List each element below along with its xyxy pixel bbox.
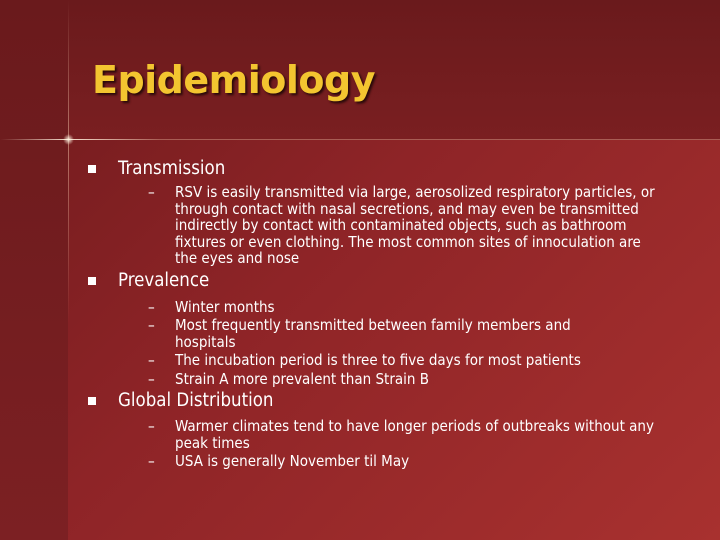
- sub-bullet-text: Winter months: [175, 297, 275, 316]
- sub-list-global-distribution: [88, 418, 688, 470]
- dash-icon: –: [148, 417, 155, 435]
- slide-title: Epidemiology: [92, 58, 375, 102]
- slide-body: [88, 157, 688, 472]
- sub-bullet: [148, 299, 688, 316]
- vertical-accent-line: [68, 0, 69, 540]
- square-bullet-icon: [88, 397, 96, 405]
- dash-icon: –: [148, 316, 155, 334]
- dash-icon: –: [148, 297, 155, 316]
- dash-icon: –: [148, 452, 155, 470]
- left-band: [0, 0, 68, 540]
- horizontal-accent-line: [0, 139, 160, 140]
- sub-bullet: [148, 453, 688, 470]
- sub-bullet: [148, 352, 688, 369]
- sub-list-transmission: [88, 184, 688, 267]
- bullet-heading: Transmission: [118, 158, 226, 179]
- sub-bullet-text: Warmer climates tend to have longer periods of outbreaks without any peak times: [175, 417, 654, 452]
- bullet-heading: Prevalence: [118, 269, 210, 291]
- sub-list-prevalence: [88, 299, 688, 388]
- sub-bullet: [148, 418, 655, 451]
- sub-bullet: [148, 317, 615, 350]
- square-bullet-icon: [88, 277, 96, 285]
- sub-bullet-text: USA is generally November til May: [175, 452, 410, 470]
- bullet-transmission: [88, 157, 688, 181]
- sub-bullet: [148, 184, 655, 267]
- bullet-prevalence: [88, 269, 688, 293]
- dash-icon: –: [148, 369, 155, 388]
- title-divider: [68, 139, 720, 140]
- sub-bullet: [148, 371, 688, 388]
- bullet-heading: Global Distribution: [118, 390, 274, 411]
- dash-icon: –: [148, 351, 155, 369]
- sub-bullet-text: The incubation period is three to five days for most patients: [175, 351, 581, 369]
- sparkle-icon: [63, 134, 74, 145]
- sub-bullet-text: Strain A more prevalent than Strain B: [175, 369, 429, 388]
- sub-bullet-text: RSV is easily transmitted via large, aerosolized respiratory particles, or through contact with nasal secretions, and may even be transmitted indirectly by contact with contaminated objects, such as bathroom fixtures or even clothing. The most common sites of innoculation are the eyes and nose: [175, 183, 655, 267]
- square-bullet-icon: [88, 165, 96, 173]
- bullet-global-distribution: [88, 389, 688, 413]
- dash-icon: –: [148, 183, 155, 201]
- sub-bullet-text: Most frequently transmitted between family members and hospitals: [175, 316, 571, 351]
